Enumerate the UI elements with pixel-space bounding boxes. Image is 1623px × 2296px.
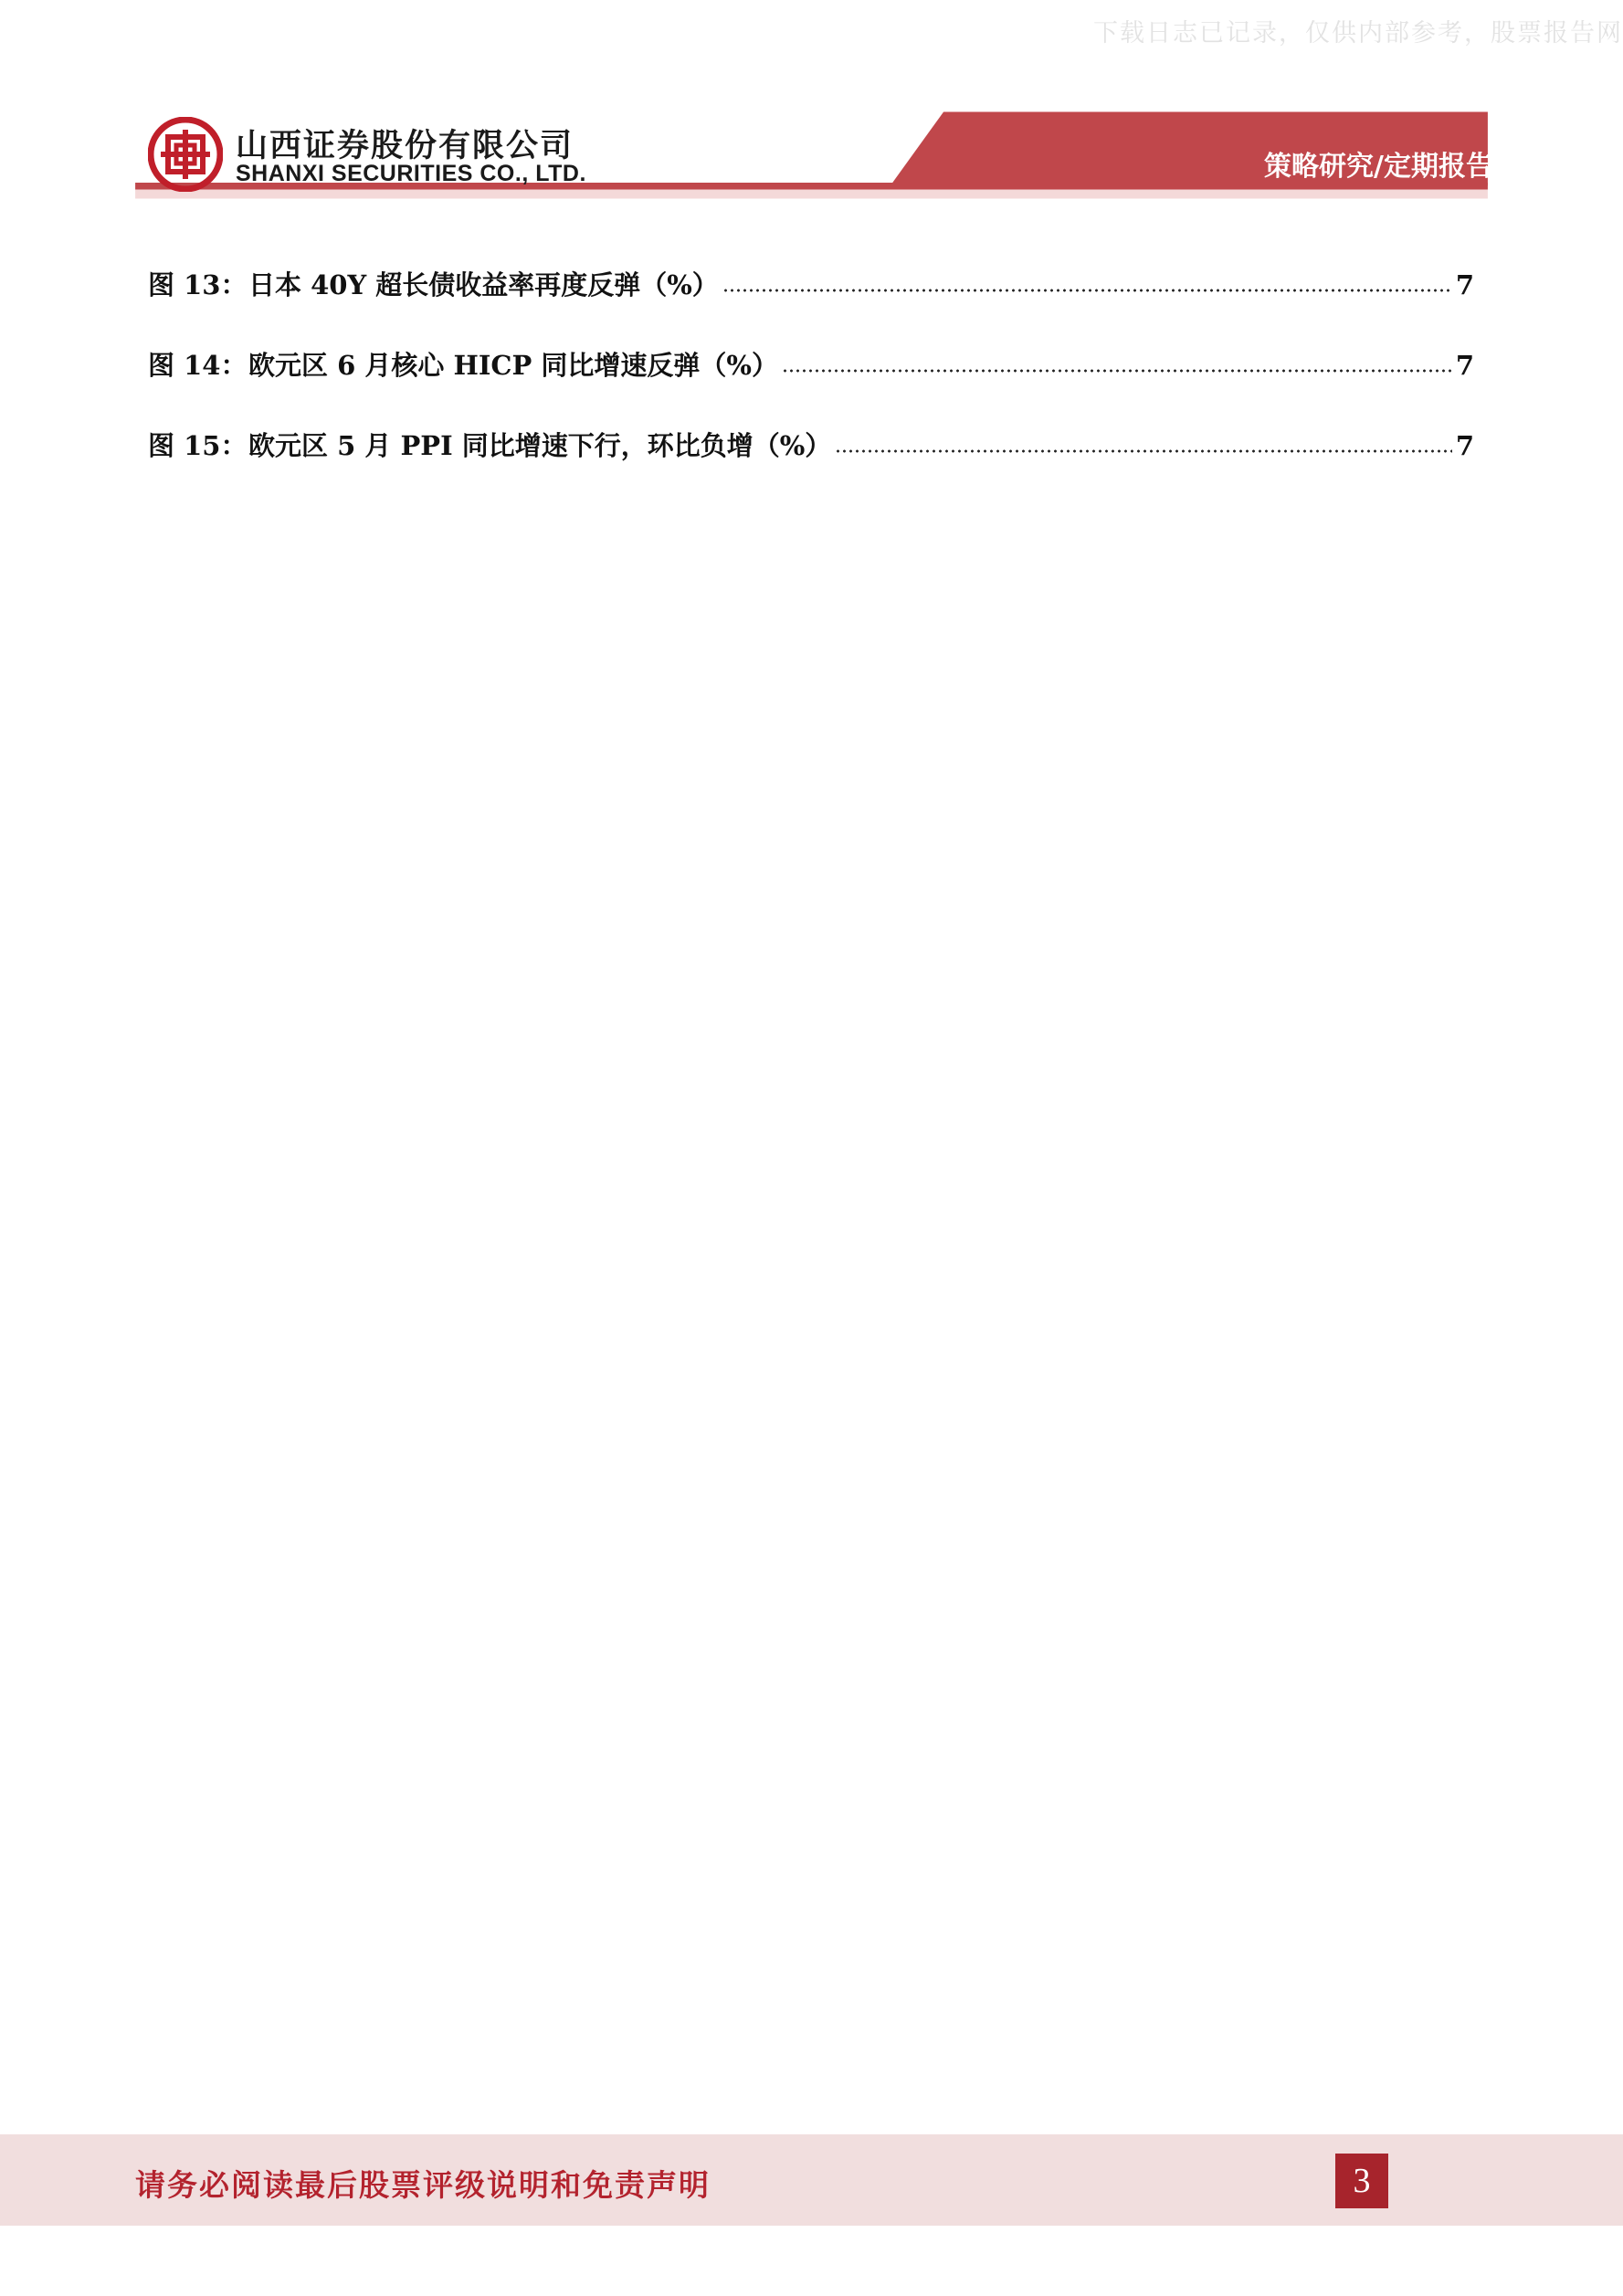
toc-page-number: 7 <box>1455 430 1474 461</box>
toc-figure-label: 图 15： <box>148 430 248 461</box>
disclaimer-notice: 请务必阅读最后股票评级说明和免责声明 <box>135 2167 711 2203</box>
toc-entry[interactable] <box>148 426 1474 506</box>
company-name-en: SHANXI SECURITIES CO., LTD. <box>236 161 586 186</box>
toc-entry[interactable] <box>148 345 1474 426</box>
toc-figure-title: 欧元区 5 月 PPI 同比增速下行，环比负增（%） <box>248 430 832 461</box>
page-footer <box>0 2134 1623 2226</box>
toc-page-number: 7 <box>1455 269 1474 300</box>
company-logo-icon <box>148 117 223 192</box>
toc-figure-label: 图 14： <box>148 350 248 381</box>
toc-leader-dots <box>722 289 1452 292</box>
toc-leader-dots <box>782 369 1452 373</box>
report-type: 策略研究/定期报告 <box>1264 151 1493 183</box>
toc-figure-title: 欧元区 6 月核心 HICP 同比增速反弹（%） <box>248 350 778 381</box>
watermark: 下载日志已记录，仅供内部参考，股票报告网 <box>1093 19 1623 47</box>
toc-entry[interactable] <box>148 265 1474 345</box>
toc-figure-title: 日本 40Y 超长债收益率再度反弹（%） <box>248 269 719 300</box>
toc-leader-dots <box>835 449 1452 453</box>
page-header <box>0 0 1623 228</box>
company-name-cn: 山西证券股份有限公司 <box>236 128 574 164</box>
toc-page-number: 7 <box>1455 350 1474 381</box>
page-number-badge: 3 <box>1335 2154 1388 2208</box>
figure-list <box>148 265 1474 506</box>
toc-figure-label: 图 13： <box>148 269 248 300</box>
